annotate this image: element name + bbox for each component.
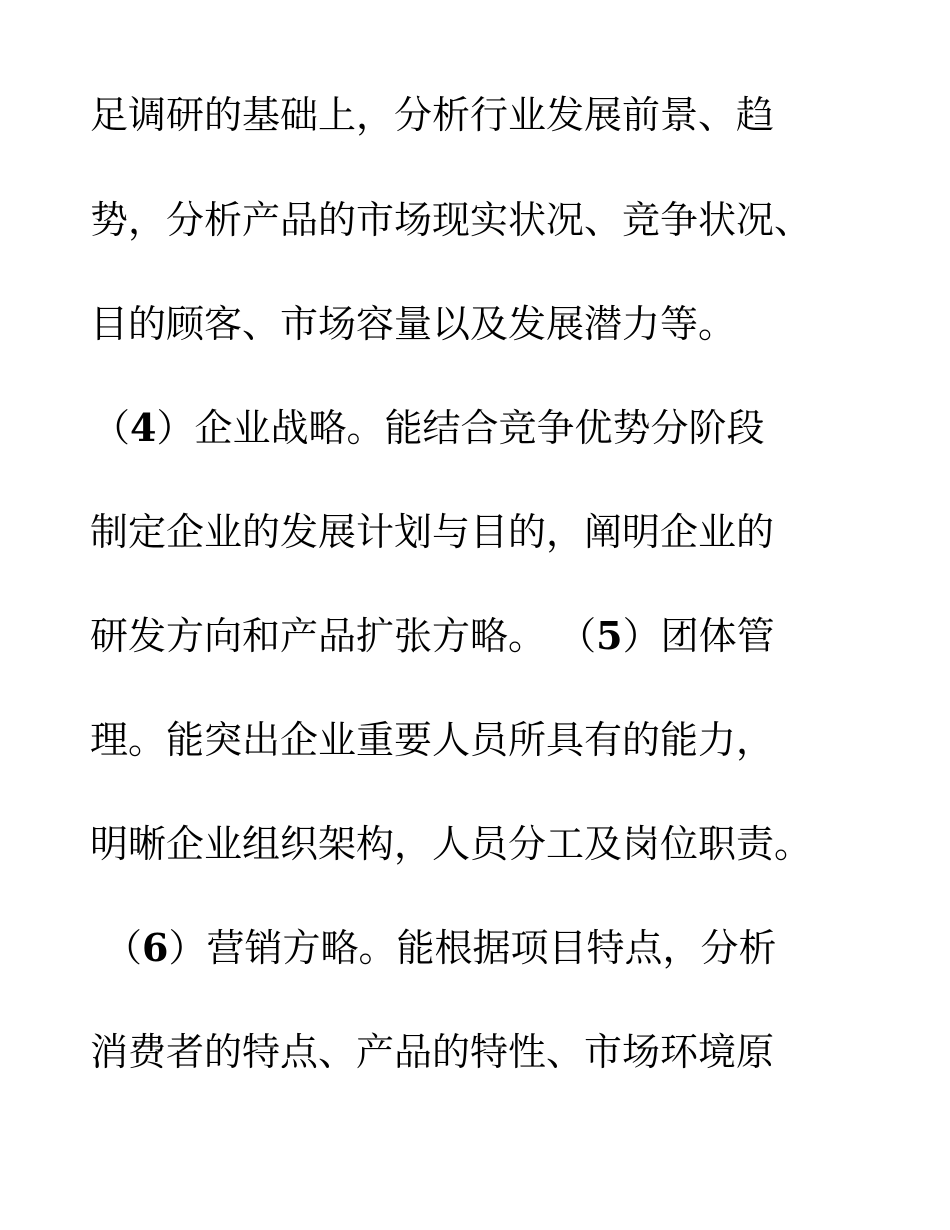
section-heading-line [92, 404, 765, 452]
text-line: 目的顾客、市场容量以及发展潜力等。 [90, 302, 737, 346]
paren-close: ） [622, 614, 661, 658]
text-line: 明晰企业组织架构，人员分工及岗位职责。 [90, 822, 813, 866]
paren-close: ） [156, 406, 195, 450]
paren-open: （ [92, 406, 131, 450]
section-number: 4 [130, 405, 157, 450]
text-line: 制定企业的发展计划与目的，阐明企业的 [90, 510, 775, 554]
paren-open: （ [558, 614, 597, 658]
text-line: 势，分析产品的市场现实状况、竞争状况、 [90, 198, 813, 242]
text-line: 消费者的特点、产品的特性、市场环境原 [90, 1030, 775, 1074]
section-text: 企业战略。能结合竞争优势分阶段 [194, 406, 765, 450]
line-text: 研发方向和产品扩张方略。 [90, 614, 559, 658]
section-heading-line [104, 924, 777, 972]
text-line: 理。能突出企业重要人员所具有的能力， [90, 718, 775, 762]
paren-close: ） [168, 926, 207, 970]
section-number: 6 [142, 925, 169, 970]
section-number: 5 [596, 613, 623, 658]
section-text: 团体管 [660, 614, 775, 658]
paren-open: （ [104, 926, 143, 970]
text-line: 足调研的基础上，分析行业发展前景、趋 [90, 93, 775, 137]
section-heading-line [90, 612, 775, 660]
section-text: 营销方略。能根据项目特点，分析 [206, 926, 777, 970]
